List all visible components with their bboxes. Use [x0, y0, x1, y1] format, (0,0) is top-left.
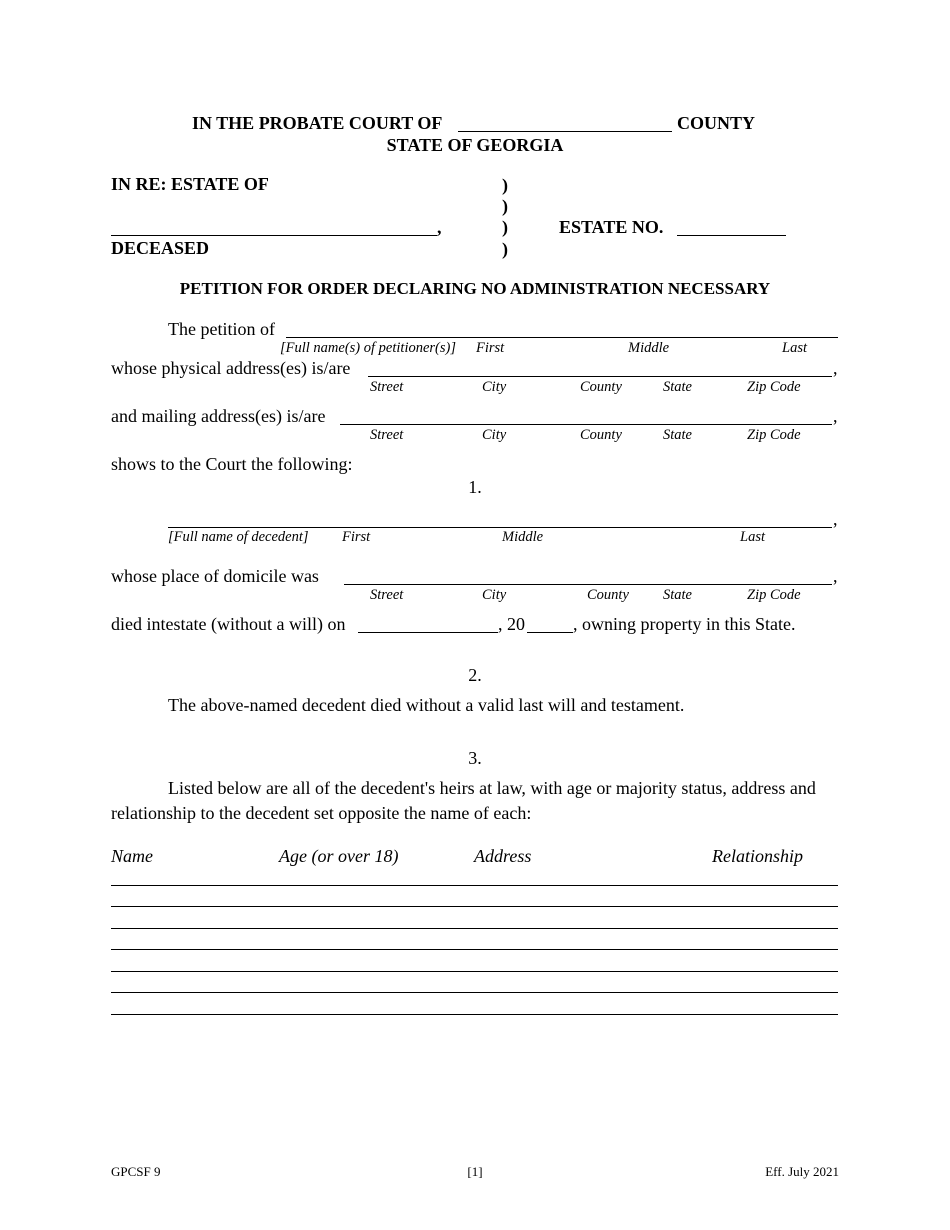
- domicile-field[interactable]: [344, 584, 832, 585]
- court-suffix: COUNTY: [677, 113, 756, 133]
- caption-paren: ): [502, 196, 508, 216]
- caption-city: City: [482, 587, 507, 603]
- state-heading: STATE OF GEORGIA: [386, 135, 564, 155]
- caption-first: First: [476, 340, 505, 356]
- decedent-name-field[interactable]: [111, 235, 437, 236]
- shows-to-court: shows to the Court the following:: [111, 454, 353, 474]
- heir-row-field[interactable]: [111, 885, 838, 886]
- mailing-address-field[interactable]: [340, 424, 832, 425]
- heir-row-field[interactable]: [111, 928, 838, 929]
- column-address: Address: [474, 846, 532, 866]
- caption-state: State: [663, 587, 692, 603]
- decedent-full-name-field[interactable]: [168, 527, 832, 528]
- caption-middle: Middle: [628, 340, 670, 356]
- caption-full-name-decedent: [Full name of decedent]: [168, 529, 309, 545]
- date-of-death-field[interactable]: [358, 632, 498, 633]
- column-age: Age (or over 18): [279, 846, 399, 866]
- trailing-comma: ,: [833, 358, 838, 378]
- section-3-number: 3.: [468, 748, 482, 768]
- effective-date: Eff. July 2021: [765, 1164, 839, 1179]
- caption-county: County: [587, 587, 629, 603]
- year-prefix: , 20: [498, 614, 525, 634]
- caption-paren: ): [502, 217, 508, 237]
- estate-no-field[interactable]: [677, 235, 786, 236]
- caption-zip: Zip Code: [747, 379, 801, 395]
- section-3-text-line-2: relationship to the decedent set opposite the name of each:: [111, 803, 532, 823]
- page-number: [1]: [467, 1164, 483, 1179]
- domicile-label: whose place of domicile was: [111, 566, 319, 586]
- caption-state: State: [663, 379, 692, 395]
- county-name-field[interactable]: [458, 131, 672, 132]
- caption-paren: ): [502, 175, 508, 195]
- died-intestate-prefix: died intestate (without a will) on: [111, 614, 346, 634]
- caption-street: Street: [370, 427, 404, 443]
- caption-zip: Zip Code: [747, 587, 801, 603]
- caption-paren: ): [502, 239, 508, 259]
- caption-state: State: [663, 427, 692, 443]
- caption-city: City: [482, 427, 507, 443]
- petition-intro: The petition of: [168, 319, 275, 339]
- trailing-comma: ,: [833, 406, 838, 426]
- petition-title: PETITION FOR ORDER DECLARING NO ADMINISTRATION NECESSARY: [179, 279, 771, 298]
- caption-county: County: [580, 427, 622, 443]
- mailing-address-label: and mailing address(es) is/are: [111, 406, 326, 426]
- caption-street: Street: [370, 379, 404, 395]
- heir-row-field[interactable]: [111, 906, 838, 907]
- deceased-label: DECEASED: [111, 238, 210, 258]
- section-3-text-line-1: Listed below are all of the decedent's heirs at law, with age or majority status, address and: [168, 778, 816, 798]
- caption-middle: Middle: [502, 529, 544, 545]
- caption-first: First: [342, 529, 371, 545]
- column-name: Name: [111, 846, 153, 866]
- estate-no-label: ESTATE NO.: [559, 217, 664, 237]
- year-of-death-field[interactable]: [527, 632, 573, 633]
- caption-street: Street: [370, 587, 404, 603]
- heir-row-field[interactable]: [111, 949, 838, 950]
- column-relationship: Relationship: [712, 846, 803, 866]
- in-re-label: IN RE: ESTATE OF: [111, 174, 269, 194]
- died-intestate-suffix: , owning property in this State.: [573, 614, 796, 634]
- petitioner-name-field[interactable]: [286, 337, 838, 338]
- caption-full-name-petitioner: [Full name(s) of petitioner(s)]: [280, 340, 456, 356]
- caption-city: City: [482, 379, 507, 395]
- trailing-comma: ,: [833, 509, 838, 529]
- caption-county: County: [580, 379, 622, 395]
- caption-last: Last: [740, 529, 765, 545]
- heir-row-field[interactable]: [111, 992, 838, 993]
- court-prefix: IN THE PROBATE COURT OF: [192, 113, 443, 133]
- heir-row-field[interactable]: [111, 971, 838, 972]
- heir-row-field[interactable]: [111, 1014, 838, 1015]
- physical-address-label: whose physical address(es) is/are: [111, 358, 351, 378]
- section-2-text: The above-named decedent died without a valid last will and testament.: [168, 695, 685, 715]
- form-id: GPCSF 9: [111, 1164, 161, 1179]
- section-2-number: 2.: [468, 665, 482, 685]
- trailing-comma: ,: [833, 566, 838, 586]
- caption-last: Last: [782, 340, 807, 356]
- section-1-number: 1.: [468, 477, 482, 497]
- caption-comma: ,: [437, 217, 442, 237]
- caption-zip: Zip Code: [747, 427, 801, 443]
- physical-address-field[interactable]: [368, 376, 832, 377]
